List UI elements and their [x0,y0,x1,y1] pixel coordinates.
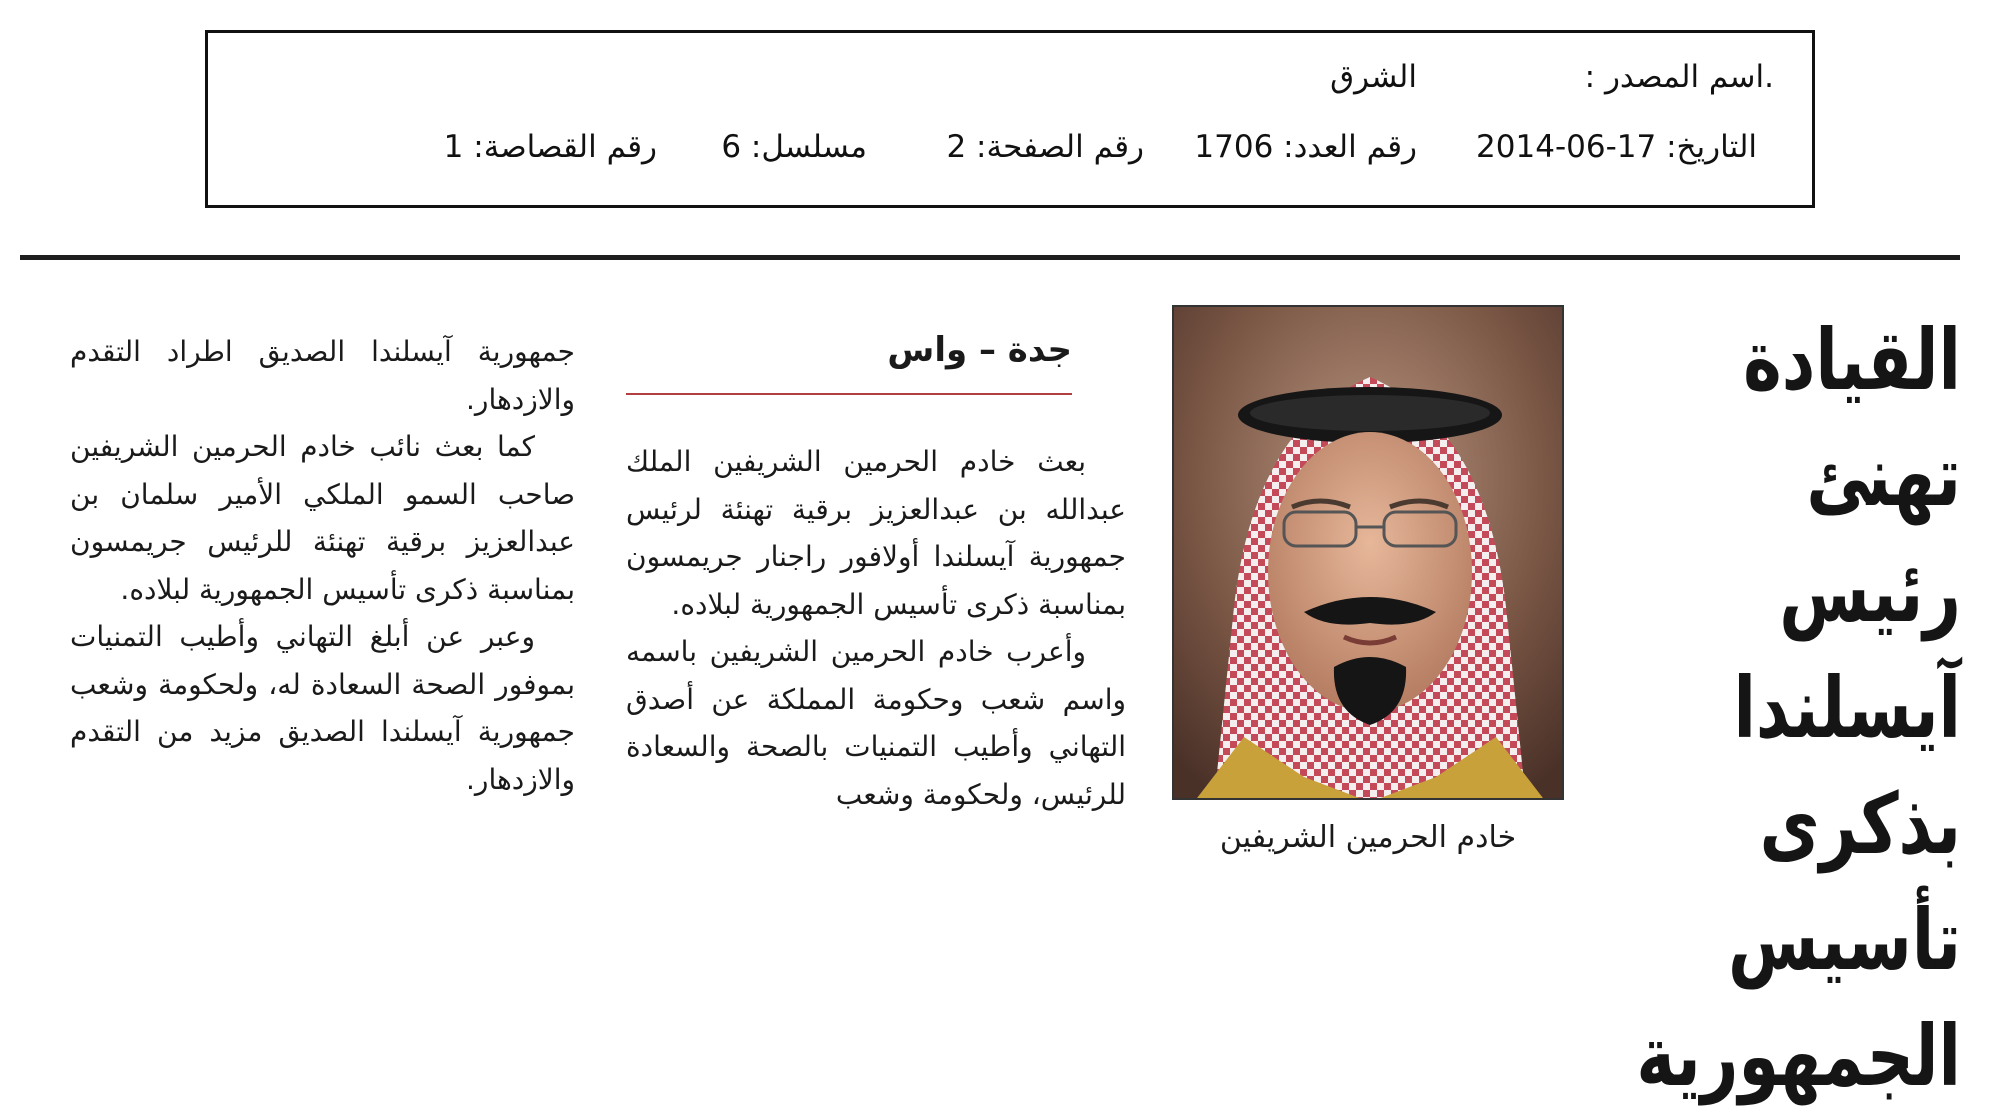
paragraph: وعبر عن أبلغ التهاني وأطيب التمنيات بموفور الصحة السعادة له، ولحكومة وشعب جمهورية آيسلندا الصديق مزيد من التقدم والازدهار. [70,620,575,796]
article-headline [1636,302,1961,1114]
source-value: الشرق [1330,59,1417,95]
headline-line: الجمهورية [1636,1007,1961,1105]
serial-number: مسلسل: 6 [721,129,867,165]
portrait-photo [1172,305,1564,800]
headline-line: تأسيس [1727,891,1961,989]
paragraph: جمهورية آيسلندا الصديق اطراد التقدم والازدهار. [70,335,575,416]
page-number: رقم الصفحة: 2 [946,129,1144,165]
byline-underline [626,393,1072,395]
byline: جدة – واس [887,330,1072,370]
portrait-illustration [1174,307,1564,800]
article-column-first [626,438,1126,818]
source-info-box [205,30,1815,208]
article-column-second [70,328,575,803]
photo-caption: خادم الحرمين الشريفين [1219,820,1517,855]
date-field: التاريخ: 17-06-2014 [1476,129,1757,165]
paragraph: وأعرب خادم الحرمين الشريفين باسمه واسم شعب وحكومة المملكة عن أصدق التهاني وأطيب التمنيات بالصحة والسعادة للرئيس، ولحكومة وشعب [626,635,1126,811]
headline-line: رئيس آيسلندا [1733,543,1961,757]
paragraph: كما بعث نائب خادم الحرمين الشريفين صاحب السمو الملكي الأمير سلمان بن عبدالعزيز برقية تهنئة للرئيس جريمسون بمناسبة ذكرى تأسيس الجمهورية لبلاده. [70,430,575,606]
clip-number: رقم القصاصة: 1 [443,129,657,165]
separator-rule [20,255,1960,260]
source-label: .اسم المصدر : [1584,59,1774,95]
paragraph: بعث خادم الحرمين الشريفين الملك عبدالله بن عبدالعزيز برقية تهنئة لرئيس جمهورية آيسلندا أولافور راجنار جريمسون بمناسبة ذكرى تأسيس الجمهورية لبلاده. [626,445,1126,621]
headline-line: القيادة تهنئ [1743,311,1961,525]
issue-number: رقم العدد: 1706 [1194,129,1417,165]
headline-line: بذكرى [1759,775,1961,873]
